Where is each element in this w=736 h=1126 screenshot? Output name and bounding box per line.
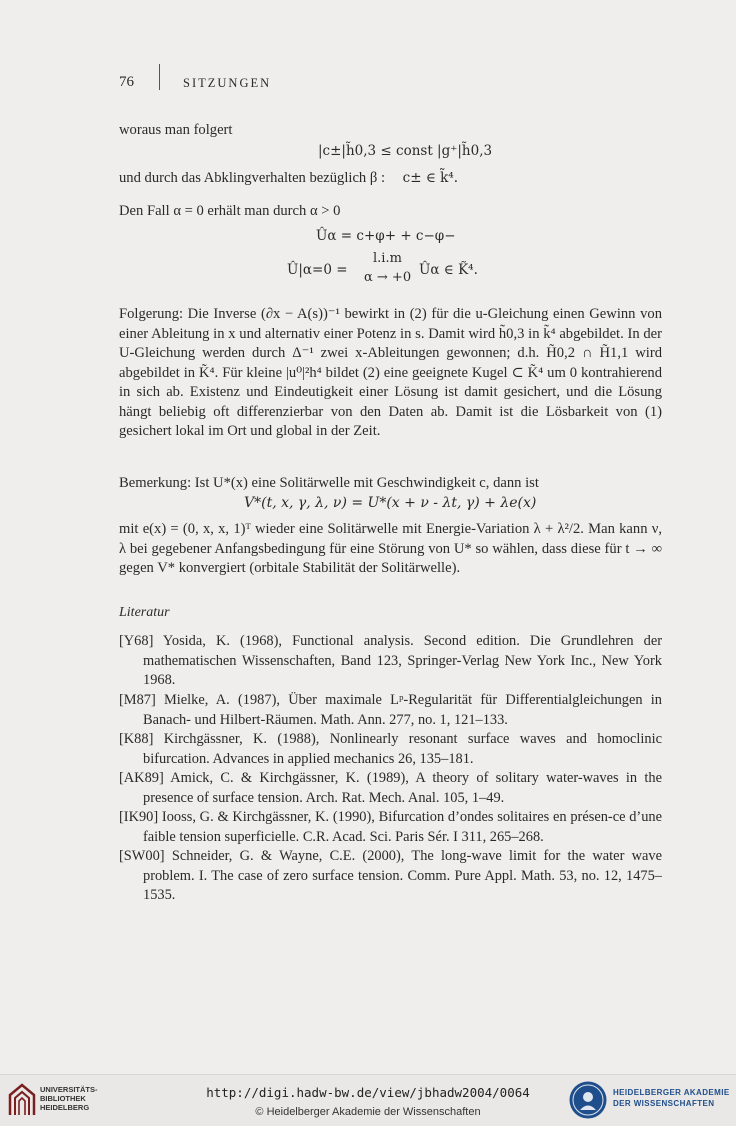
text-line: woraus man folgert	[119, 122, 233, 138]
literature-heading: Literatur	[119, 605, 170, 620]
academy-seal-icon	[568, 1080, 608, 1120]
page-number: 76	[119, 74, 134, 90]
reference-item: [K88] Kirchgässner, K. (1988), Nonlinearly resonant surface waves and homoclinic bifurcation. Advances in applied mechanics 26, 135–181.	[119, 731, 662, 767]
reference-item: [Y68] Yosida, K. (1968), Functional analysis. Second edition. Die Grundlehren der mathematischen Wissenschaften, Band 123, Springer-Verlag New York Inc., New York 1968.	[119, 633, 662, 688]
paragraph-bemerkung: mit e(x) = (0, x, x, 1)ᵀ wieder eine Solitärwelle mit Energie-Variation λ + λ²/2. Man kann ν, λ bei gegebener Anfangsbedingung für eine Störung von U* so wählen, dass diese für t → ∞ gegen V* konvergiert (orbitale Stabilität der Solitärwelle).	[119, 521, 662, 576]
equation: Ûα = c+φ+ + c−φ−	[316, 228, 456, 244]
library-logo-text: UNIVERSITÄTS- BIBLIOTHEK HEIDELBERG	[40, 1085, 98, 1112]
equation-text: |c±|h̃0,3 ≤ const |g⁺|h̃0,3	[318, 143, 493, 159]
header-divider	[159, 64, 160, 90]
academy-logo-text: HEIDELBERGER AKADEMIE DER WISSENSCHAFTEN	[613, 1088, 730, 1108]
equation: V*(t, x, γ, λ, ν) = U*(x + ν - λt, γ) + λe(x)	[244, 495, 537, 511]
reference-item: [SW00] Schneider, G. & Wayne, C.E. (2000), The long-wave limit for the water wave problem. I. The case of zero surface tension. Comm. Pure Appl. Math. 53, no. 12, 1475–1535.	[119, 848, 662, 903]
equation-right: Ûα ∈ K̃⁴.	[419, 262, 478, 278]
footer-bar	[0, 1074, 736, 1126]
paragraph-folgerung: Folgerung: Die Inverse (∂x − A(s))⁻¹ bewirkt in (2) für die u-Gleichung einen Gewinn von einer Ableitung in x und alternativ einer Potenz in s. Damit wird h̃0,3 in k̃⁴ abgebildet. In der U-Gleichung werden durch Δ⁻¹ zwei x-Ableitungen gewonnen; d.h. H̃0,2 ∩ H̃1,1 wird abgebildet in K̃⁴. Für kleine |u⁰|²h⁴ bildet (2) eine geeignete Kugel ⊂ K̃⁴ um 0 kontrahierend in sich ab. Existenz und Eindeutigkeit einer Lösung ist damit gesichert, und die Lösung hängt beliebig oft differenzierbar von den Daten ab. Damit ist die Lösbarkeit von (1) gesichert lokal im Ort und global in der Zeit.	[119, 306, 662, 439]
copyright-text: © Heidelberger Akademie der Wissenschaften	[255, 1106, 481, 1118]
reference-item: [AK89] Amick, C. & Kirchgässner, K. (1989), A theory of solitary water-waves in the presence of surface tension. Arch. Rat. Mech. Anal. 105, 1–49.	[119, 770, 662, 806]
text-line: Den Fall α = 0 erhält man durch α > 0	[119, 203, 341, 219]
document-url[interactable]: http://digi.hadw-bw.de/view/jbhadw2004/0064	[206, 1085, 530, 1100]
equation	[318, 143, 492, 159]
text-line	[119, 169, 458, 189]
equation-left: Û|α=0 =	[287, 262, 348, 278]
limit-subscript: α → +0	[364, 270, 412, 285]
reference-item: [IK90] Iooss, G. & Kirchgässner, K. (1990), Bifurcation d’ondes solitaires en présen-ce d’une faible tension superficielle. C.R. Acad. Sci. Paris Sér. I 311, 265–268.	[119, 809, 662, 845]
reference-item: [M87] Mielke, A. (1987), Über maximale Lᵖ-Regularität für Differentialgleichungen in Banach- und Hilbert-Räumen. Math. Ann. 277, no. 1, 121–133.	[119, 692, 662, 728]
limit-operator: l.i.m	[373, 251, 402, 266]
inline-math: c± ∈ k̃⁴.	[402, 170, 458, 186]
running-title: SITZUNGEN	[183, 76, 272, 90]
text-line: Bemerkung: Ist U*(x) eine Solitärwelle mit Geschwindigkeit c, dann ist	[119, 475, 539, 491]
text-fragment: und durch das Abklingverhalten bezüglich β :	[119, 170, 385, 186]
